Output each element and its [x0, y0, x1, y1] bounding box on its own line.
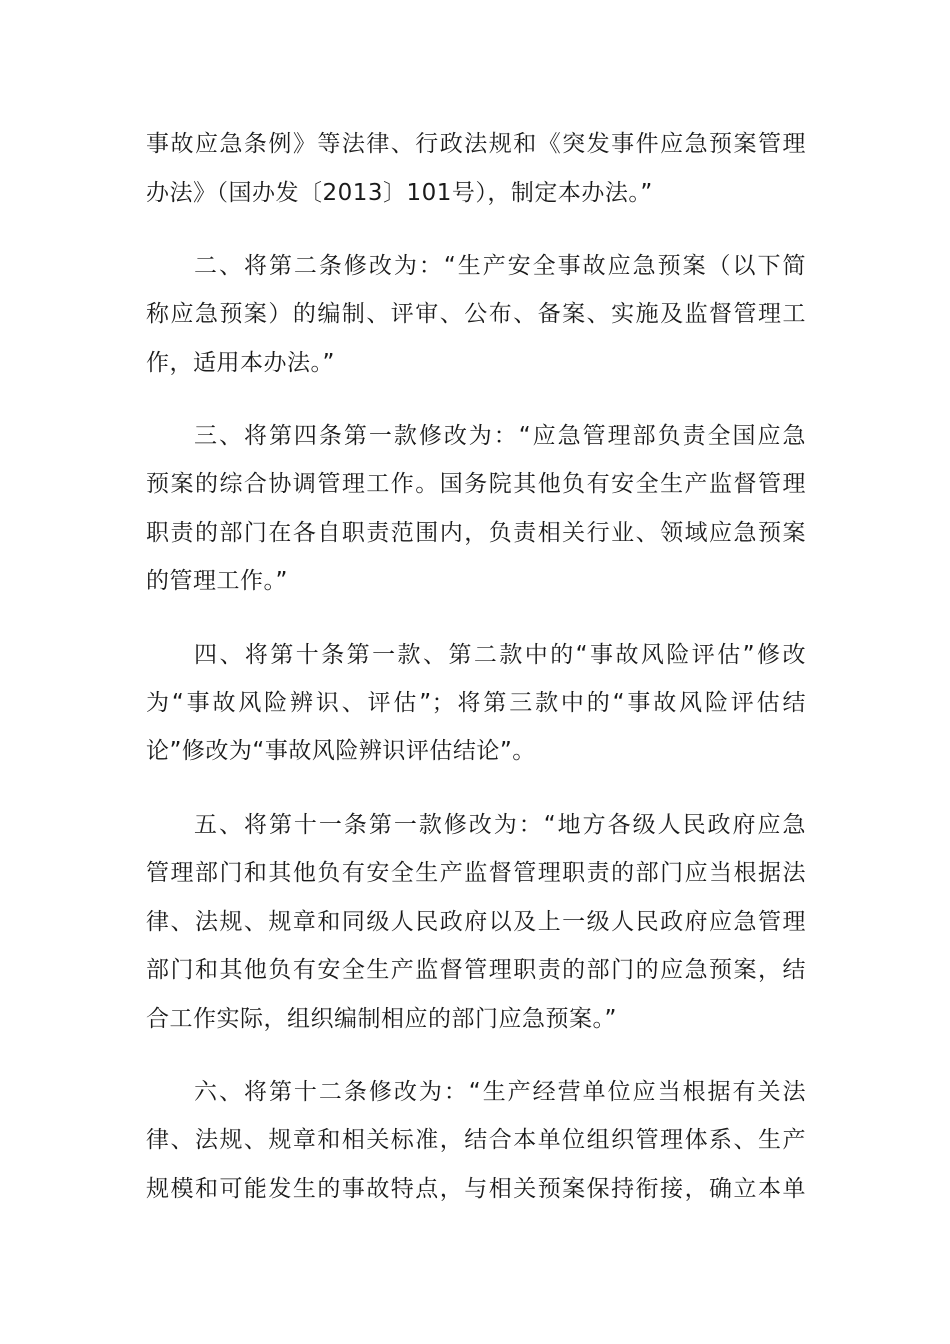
text-line: 四、将第十条第一款、第二款中的“事故风险评估”修改 — [194, 642, 806, 668]
text-line: 为“事故风险辨识、评估”；将第三款中的“事故风险评估结 — [146, 690, 806, 716]
text-line: 五、将第十一条第一款修改为：“地方各级人民政府应急 — [194, 812, 806, 838]
text-line: 的管理工作。” — [146, 568, 288, 594]
text-line: 律、法规、规章和同级人民政府以及上一级人民政府应急管理 — [146, 909, 806, 935]
text-line: 六、将第十二条修改为：“生产经营单位应当根据有关法 — [194, 1079, 806, 1105]
text-line: 作，适用本办法。” — [146, 350, 335, 376]
text-line: 律、法规、规章和相关标准，结合本单位组织管理体系、生产 — [146, 1127, 806, 1153]
text-line: 论”修改为“事故风险辨识评估结论”。 — [146, 738, 536, 764]
text-line: 规模和可能发生的事故特点，与相关预案保持衔接，确立本单 — [146, 1176, 806, 1202]
text-line: 合工作实际，组织编制相应的部门应急预案。” — [146, 1006, 617, 1032]
text-line: 预案的综合协调管理工作。国务院其他负有安全生产监督管理 — [146, 471, 806, 497]
text-line: 办法》（国办发〔2013〕101号），制定本办法。” — [146, 180, 653, 206]
text-line: 三、将第四条第一款修改为：“应急管理部负责全国应急 — [194, 423, 806, 449]
text-line: 部门和其他负有安全生产监督管理职责的部门的应急预案，结 — [146, 957, 806, 983]
text-line: 管理部门和其他负有安全生产监督管理职责的部门应当根据法 — [146, 860, 806, 886]
text-line: 二、将第二条修改为：“生产安全事故应急预案（以下简 — [194, 253, 806, 279]
text-line: 事故应急条例》等法律、行政法规和《突发事件应急预案管理 — [146, 131, 806, 157]
text-line: 称应急预案）的编制、评审、公布、备案、实施及监督管理工 — [146, 301, 806, 327]
text-line: 职责的部门在各自职责范围内，负责相关行业、领域应急预案 — [146, 520, 806, 546]
